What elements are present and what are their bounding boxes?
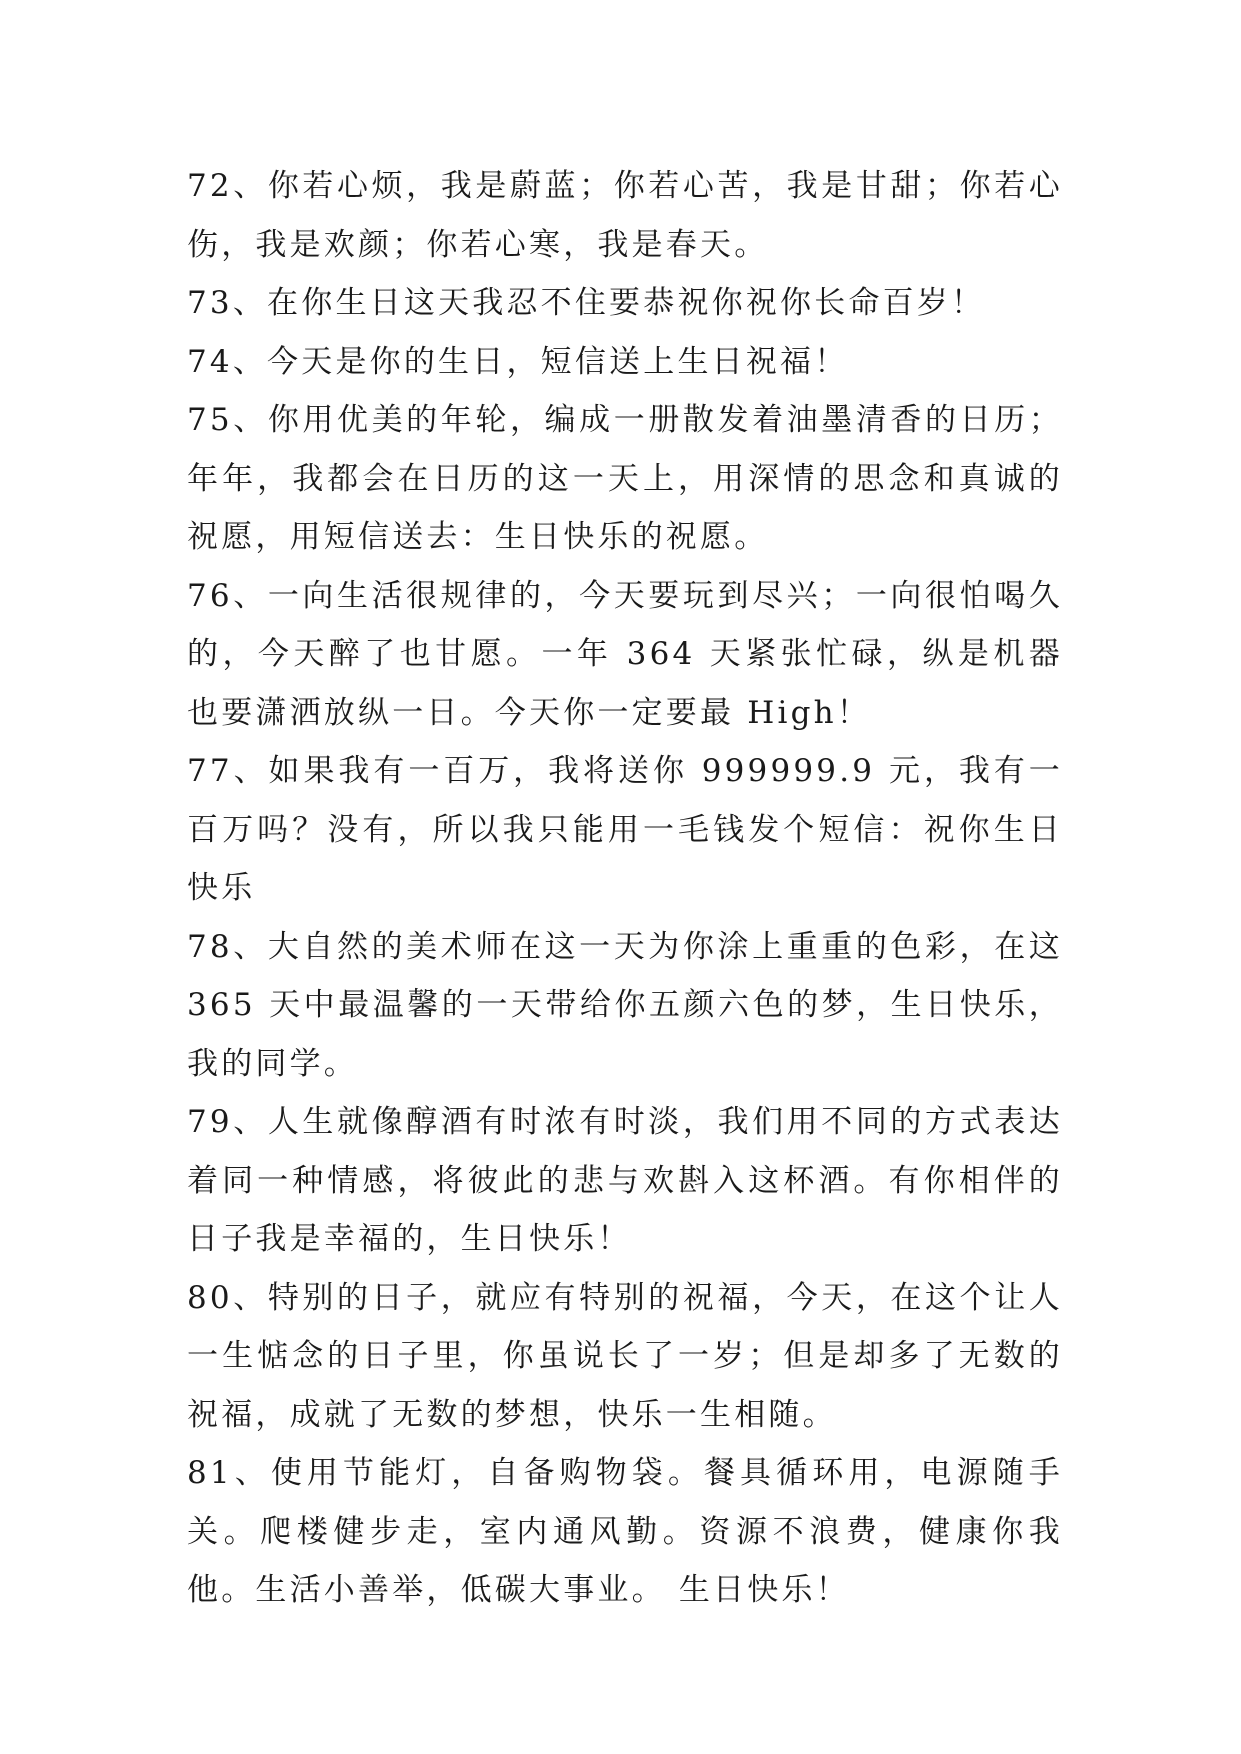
entry-76: 76、一向生活很规律的，今天要玩到尽兴；一向很怕喝久的，今天醉了也甘愿。一年 364 天紧张忙碌，纵是机器也要潇洒放纵一日。今天你一定要最 High！ (187, 577, 1063, 731)
entry-80: 80、特别的日子，就应有特别的祝福，今天，在这个让人一生惦念的日子里，你虽说长了一岁；但是却多了无数的祝福，成就了无数的梦想，快乐一生相随。 (187, 1279, 1063, 1433)
document-body (187, 157, 1063, 1620)
entry-75: 75、你用优美的年轮，编成一册散发着油墨清香的日历；年年，我都会在日历的这一天上，用深情的思念和真诚的祝愿，用短信送去：生日快乐的祝愿。 (187, 402, 1063, 555)
entry-73: 73、在你生日这天我忍不住要恭祝你祝你长命百岁！ (187, 285, 986, 321)
entry-72: 72、你若心烦，我是蔚蓝；你若心苦，我是甘甜；你若心伤，我是欢颜；你若心寒，我是春天。 (187, 168, 1063, 263)
entry-77: 77、如果我有一百万，我将送你 999999.9 元，我有一百万吗？没有，所以我只能用一毛钱发个短信：祝你生日快乐 (187, 753, 1063, 906)
entry-74: 74、今天是你的生日，短信送上生日祝福！ (187, 343, 849, 380)
entry-79: 79、人生就像醇酒有时浓有时淡，我们用不同的方式表达着同一种情感，将彼此的悲与欢斟入这杯酒。有你相伴的日子我是幸福的，生日快乐！ (187, 1104, 1063, 1257)
entry-78: 78、大自然的美术师在这一天为你涂上重重的色彩，在这 365 天中最温馨的一天带给你五颜六色的梦，生日快乐，我的同学。 (187, 928, 1063, 1082)
entry-81: 81、使用节能灯，自备购物袋。餐具循环用，电源随手关。爬楼健步走，室内通风勤。资源不浪费，健康你我他。生活小善举，低碳大事业。 生日快乐！ (187, 1455, 1063, 1608)
